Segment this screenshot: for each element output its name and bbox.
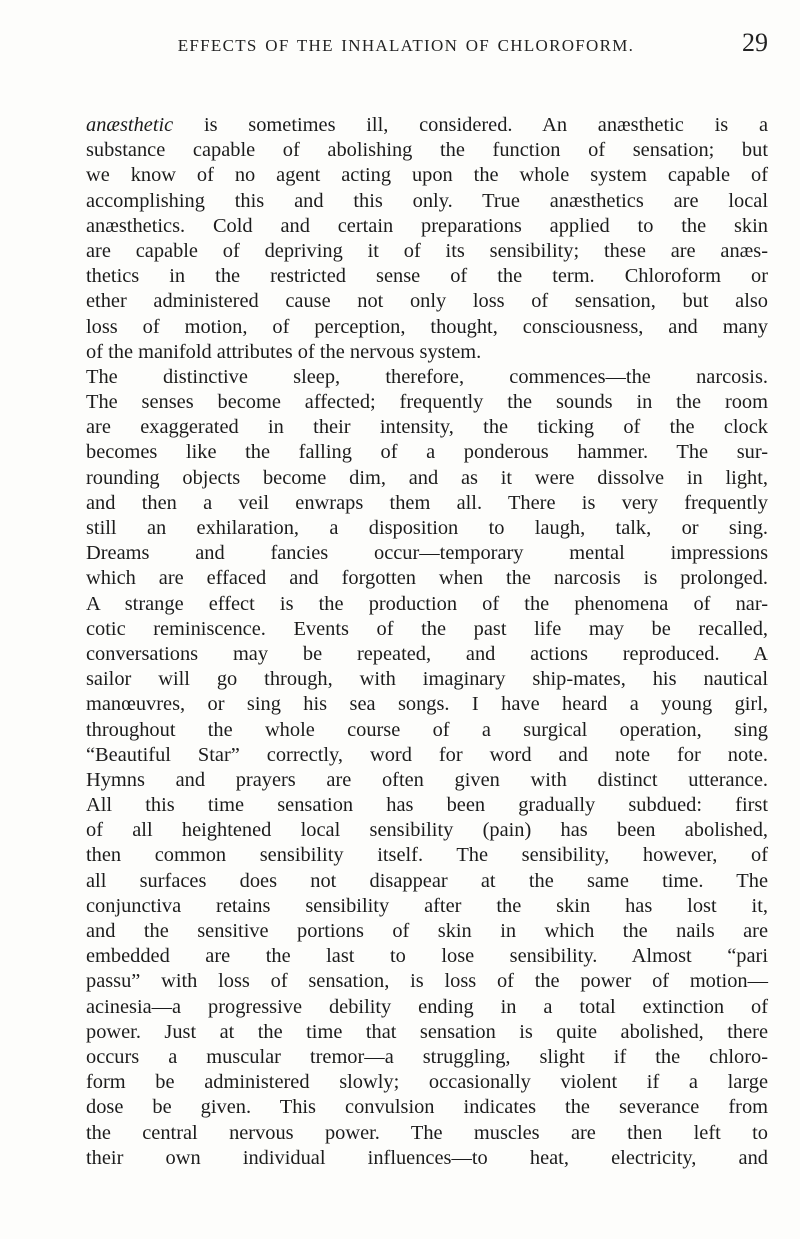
text-line: then common sensibility itself. The sensibility, however, of <box>86 844 768 867</box>
text-line: passu” with loss of sensation, is loss of the power of motion— <box>86 970 768 993</box>
text-line: ether administered cause not only loss of sensation, but also <box>86 290 768 313</box>
text-line: and then a veil enwraps them all. There is very frequently <box>86 491 768 514</box>
text-line: all surfaces does not disappear at the same time. The <box>86 869 768 892</box>
text-line: All this time sensation has been gradually subdued: first <box>86 794 768 817</box>
text-line: we know of no agent acting upon the whole system capable of <box>86 164 768 187</box>
body-text <box>86 113 768 1171</box>
text-line: of all heightened local sensibility (pain) has been abolished, <box>86 819 768 842</box>
running-title: EFFECTS OF THE INHALATION OF CHLOROFORM. <box>177 36 635 55</box>
text-line: conjunctiva retains sensibility after the skin has lost it, <box>86 894 768 917</box>
text-line: accomplishing this and this only. True anæsthetics are local <box>86 189 768 212</box>
text-line: The distinctive sleep, therefore, commences—the narcosis. <box>86 365 768 388</box>
text-line: are exaggerated in their intensity, the ticking of the clock <box>86 416 768 439</box>
text-line: substance capable of abolishing the function of sensation; but <box>86 139 768 162</box>
running-head <box>86 28 768 68</box>
text-line: which are effaced and forgotten when the narcosis is prolonged. <box>86 567 768 590</box>
text-line: the central nervous power. The muscles are then left to <box>86 1121 768 1144</box>
text-line: thetics in the restricted sense of the term. Chloroform or <box>86 265 768 288</box>
text-line: cotic reminiscence. Events of the past life may be recalled, <box>86 617 768 640</box>
text-line: rounding objects become dim, and as it were dissolve in light, <box>86 466 768 489</box>
text-line: are capable of depriving it of its sensibility; these are anæs- <box>86 239 768 262</box>
text-line: Dreams and fancies occur—temporary mental impressions <box>86 542 768 565</box>
text-line: their own individual influences—to heat, electricity, and <box>86 1146 768 1169</box>
text-line: embedded are the last to lose sensibility. Almost “pari <box>86 945 768 968</box>
text-line: form be administered slowly; occasionally violent if a large <box>86 1071 768 1094</box>
text-line: anæsthetics. Cold and certain preparations applied to the skin <box>86 214 768 237</box>
text-line: “Beautiful Star” correctly, word for word and note for note. <box>86 743 768 766</box>
page-number: 29 <box>742 28 768 57</box>
text-line: and the sensitive portions of skin in which the nails are <box>86 920 768 942</box>
italic-word: anæsthetic <box>86 114 174 136</box>
text-line: becomes like the falling of a ponderous hammer. The sur- <box>86 441 768 464</box>
text-line: throughout the whole course of a surgical operation, sing <box>86 718 768 741</box>
text-line: conversations may be repeated, and actions reproduced. A <box>86 642 768 665</box>
text-line: still an exhilaration, a disposition to laugh, talk, or sing. <box>86 517 768 539</box>
text-line: occurs a muscular tremor—a struggling, slight if the chloro- <box>86 1045 768 1068</box>
text-line: acinesia—a progressive debility ending in a total extinction of <box>86 995 768 1018</box>
text-line: of the manifold attributes of the nervous system. <box>86 340 482 363</box>
text-line: Hymns and prayers are often given with distinct utterance. <box>86 768 768 791</box>
text-line: manœuvres, or sing his sea songs. I have heard a young girl, <box>86 693 768 716</box>
text-line: sailor will go through, with imaginary ship-mates, his nautical <box>86 668 768 691</box>
text-line: The senses become affected; frequently the sounds in the room <box>86 391 768 414</box>
text-line: A strange effect is the production of the phenomena of nar- <box>86 592 768 615</box>
text-line: power. Just at the time that sensation is quite abolished, there <box>86 1020 768 1043</box>
text-line: loss of motion, of perception, thought, consciousness, and many <box>86 315 768 338</box>
text-line: anæsthetic is sometimes ill, considered. An anæsthetic is a <box>86 114 768 136</box>
text-line: dose be given. This convulsion indicates the severance from <box>86 1096 768 1119</box>
